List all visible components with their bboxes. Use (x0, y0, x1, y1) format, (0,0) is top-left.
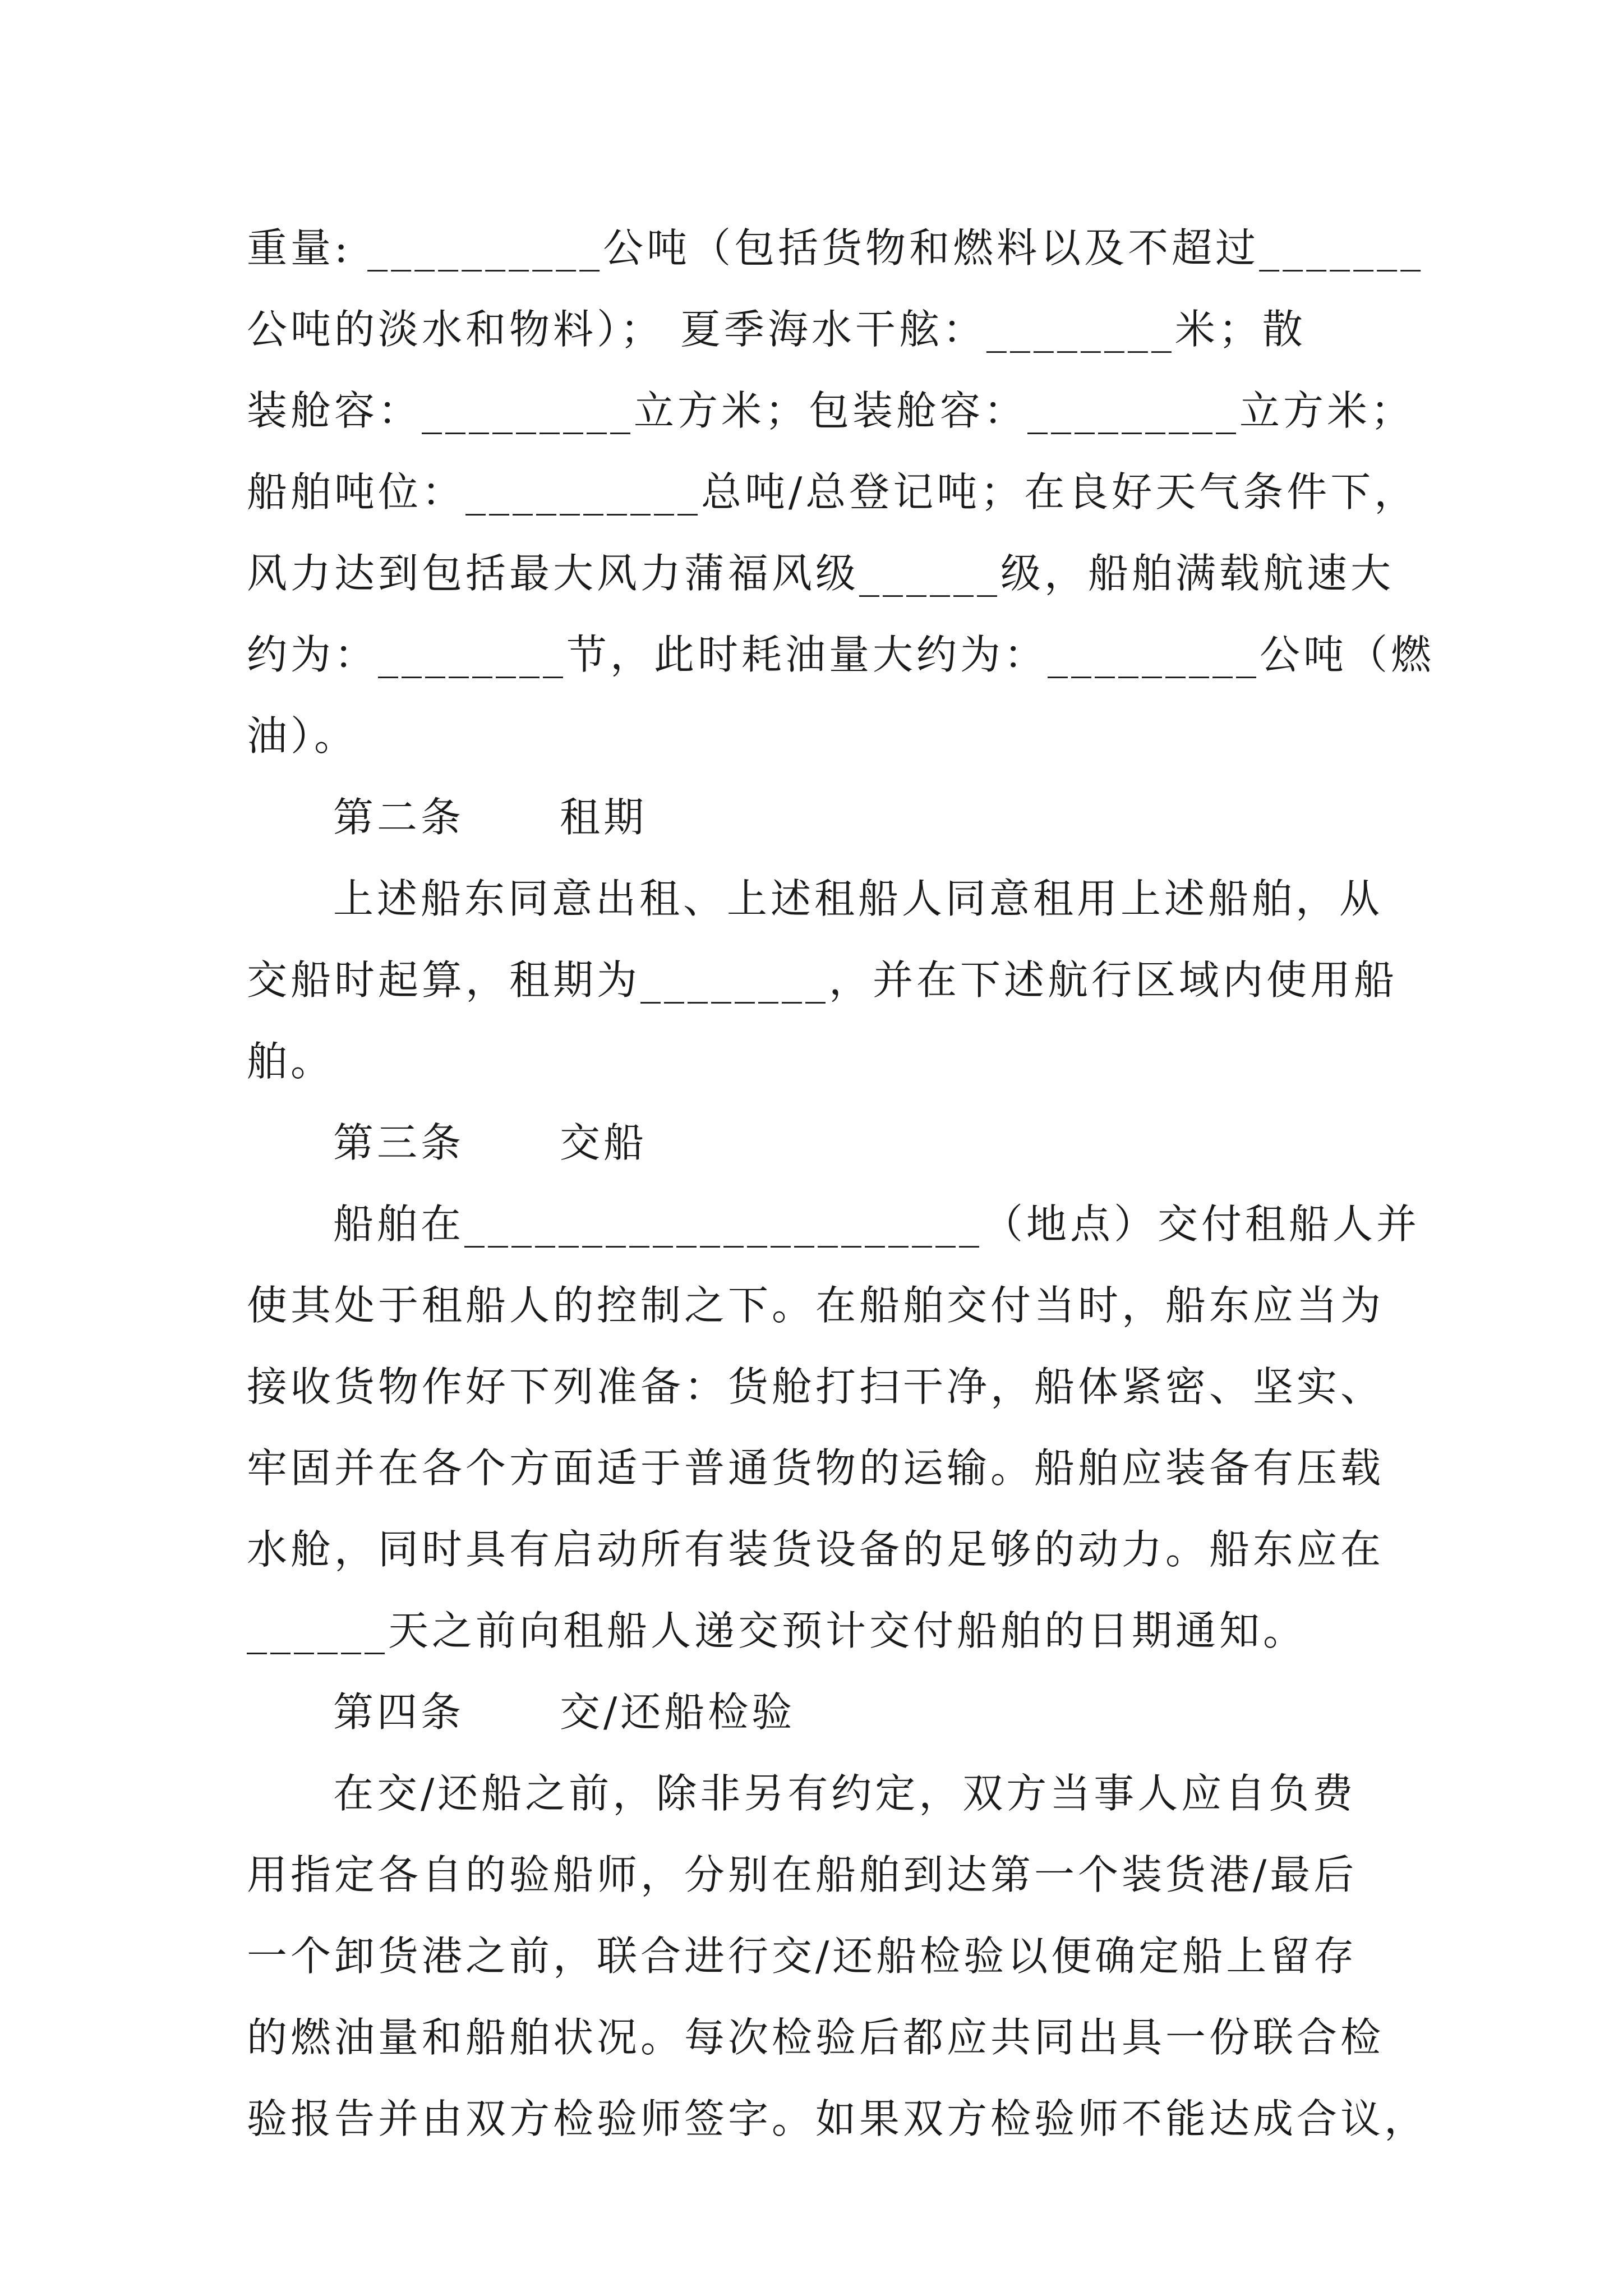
paragraph-line: 的燃油量和船舶状况。每次检验后都应共同出具一份联合检 (247, 2014, 1385, 2061)
paragraph-line: 船舶在______________________（地点）交付租船人并 (333, 1200, 1421, 1248)
document-body (247, 208, 1435, 2160)
paragraph-line: 油）。 (247, 712, 358, 760)
paragraph-line: 使其处于租船人的控制之下。在船舶交付当时，船东应当为 (247, 1282, 1385, 1329)
paragraph-line: ______天之前向租船人递交预计交付船舶的日期通知。 (247, 1607, 1307, 1654)
paragraph-line: 公吨的淡水和物料）； 夏季海水干舷：________米；散 (247, 306, 1306, 353)
paragraph-line: 约为：________节，此时耗油量大约为：_________公吨（燃 (247, 631, 1435, 678)
paragraph-line: 交船时起算，租期为________，并在下述航行区域内使用船 (247, 956, 1398, 1004)
article-heading (247, 1672, 1391, 1753)
article-number: 第二条 (333, 794, 465, 841)
paragraph-line: 在交/还船之前，除非另有约定，双方当事人应自负费 (333, 1770, 1357, 1817)
article-number: 第四条 (333, 1688, 465, 1736)
paragraph-line: 装舱容：_________立方米；包装舱容：_________立方米； (247, 387, 1415, 434)
paragraph-line: 风力达到包括最大风力蒲福风级______级，船舶满载航速大 (247, 550, 1395, 597)
paragraph-line: 接收货物作好下列准备：货舱打扫干净，船体紧密、坚实、 (247, 1363, 1385, 1410)
paragraph-line: 上述船东同意出租、上述租船人同意租用上述船舶，从 (333, 875, 1384, 922)
article-heading (247, 1102, 1391, 1184)
paragraph-line: 重量: __________公吨（包括货物和燃料以及不超过_______ (247, 224, 1424, 272)
paragraph-line: 一个卸货港之前，联合进行交/还船检验以便确定船上留存 (247, 1932, 1358, 1980)
paragraph-line: 舶。 (247, 1038, 335, 1085)
paragraph-line: 验报告并由双方检验师签字。如果双方检验师不能达成合议， (247, 2095, 1428, 2142)
article-title: 租期 (560, 794, 648, 841)
article-number: 第三条 (333, 1119, 465, 1166)
paragraph-line: 水舱，同时具有启动所有装货设备的足够的动力。船东应在 (247, 1526, 1385, 1573)
article-title: 交/还船检验 (560, 1688, 796, 1736)
paragraph-line: 牢固并在各个方面适于普通货物的运输。船舶应装备有压载 (247, 1444, 1385, 1492)
paragraph-line: 船舶吨位：__________总吨/总登记吨；在良好天气条件下， (247, 468, 1418, 516)
paragraph-line: 用指定各自的验船师，分别在船舶到达第一个装货港/最后 (247, 1851, 1358, 1898)
article-title: 交船 (560, 1119, 648, 1166)
article-heading (247, 777, 1391, 858)
